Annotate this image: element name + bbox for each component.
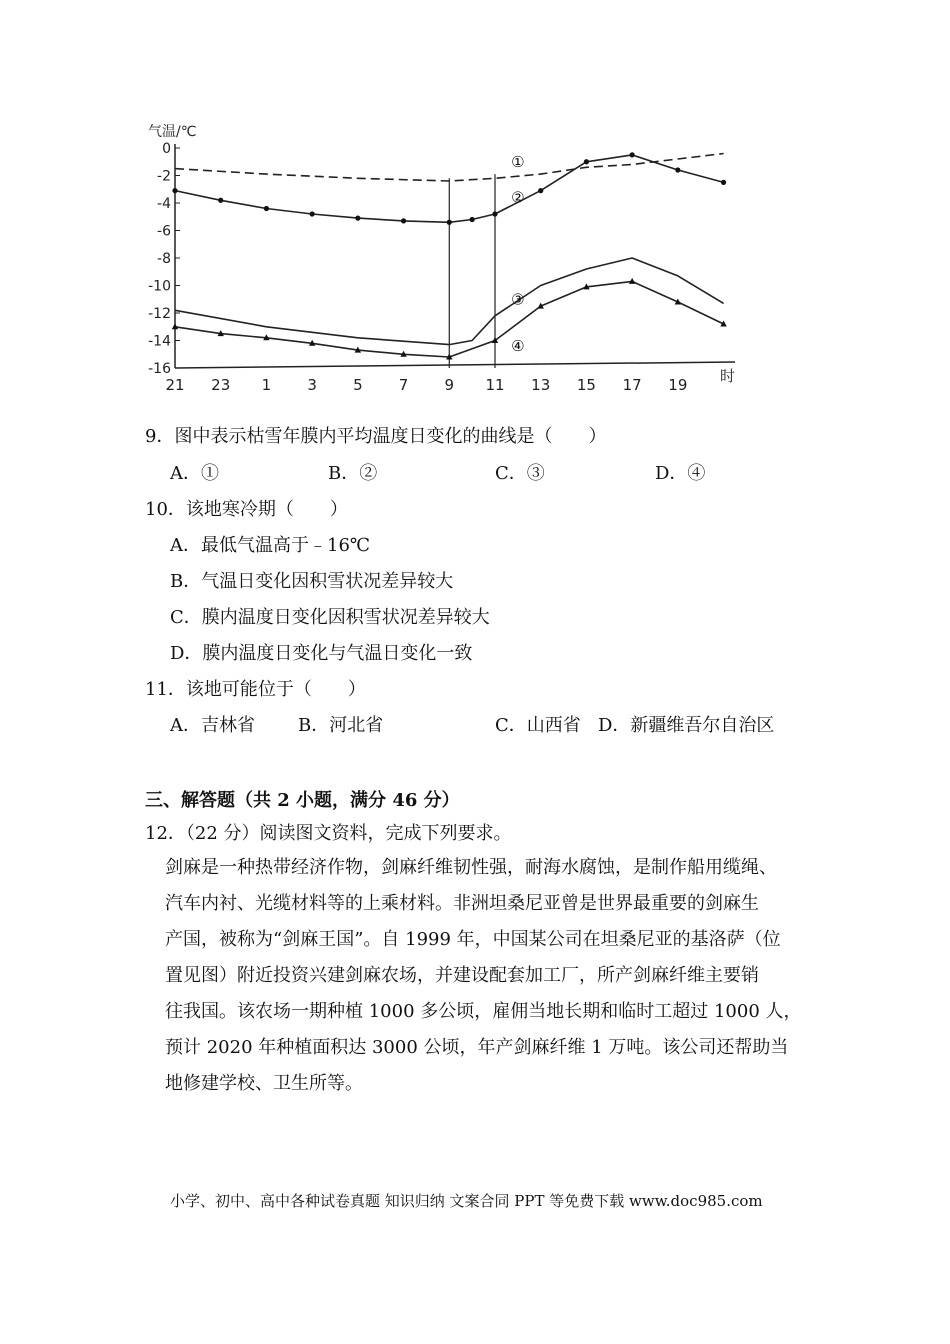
- series-2-point: [470, 217, 475, 222]
- q9-option-c[interactable]: C．③: [495, 463, 545, 484]
- question-10-stem: 10．该地寒冷期（ ）: [145, 499, 348, 520]
- q10-option-d[interactable]: D．膜内温度日变化与气温日变化一致: [170, 643, 473, 664]
- q11-option-c[interactable]: C．山西省: [495, 715, 581, 736]
- x-tick-label: 9: [444, 376, 455, 394]
- series-2-point: [218, 198, 223, 203]
- section-title: 三、解答题（共 2 小题，满分 46 分）: [145, 790, 460, 811]
- q12-paragraph: [165, 850, 825, 1102]
- q10-option-b[interactable]: B．气温日变化因积雪状况差异较大: [170, 571, 454, 592]
- y-tick-label: -2: [157, 168, 171, 185]
- series-label-1: ①: [511, 152, 525, 171]
- temperature-chart: [130, 112, 750, 397]
- y-tick-label: -10: [148, 278, 171, 295]
- paragraph-line: 置见图）附近投资兴建剑麻农场，并建设配套加工厂，所产剑麻纤维主要销: [165, 965, 759, 986]
- y-tick-label: -14: [148, 333, 171, 350]
- series-2-point: [721, 180, 726, 185]
- paragraph-line: 预计 2020 年种植面积达 3000 公顷，年产剑麻纤维 1 万吨。该公司还帮助当: [165, 1037, 789, 1058]
- y-tick-label: -8: [157, 251, 171, 267]
- series-label-4: ④: [511, 337, 525, 355]
- series-2-point: [630, 152, 635, 157]
- q11-option-a[interactable]: A．吉林省: [170, 715, 255, 736]
- series-2-point: [310, 211, 315, 216]
- x-tick-label: 17: [622, 376, 642, 394]
- series-2-point: [401, 218, 406, 223]
- y-tick-label: -6: [157, 223, 171, 240]
- paragraph-line: 地修建学校、卫生所等。: [165, 1073, 363, 1094]
- series-2-point: [355, 216, 360, 221]
- x-axis-line: [175, 362, 735, 368]
- x-tick-label: 11: [485, 376, 505, 394]
- chart-axes: [175, 144, 735, 368]
- x-axis-label: 时: [720, 367, 736, 385]
- question-12-stem: 12．（22 分）阅读图文资料，完成下列要求。: [145, 823, 512, 844]
- paragraph-line: 产国，被称为“剑麻王国”。自 1999 年，中国某公司在坦桑尼亚的基洛萨（位: [165, 929, 781, 950]
- series-2-point: [492, 211, 497, 216]
- x-tick-label: 5: [353, 376, 363, 394]
- q10-option-c[interactable]: C．膜内温度日变化因积雪状况差异较大: [170, 607, 490, 628]
- q11-option-b[interactable]: B．河北省: [298, 715, 384, 736]
- y-tick-label: 0: [162, 141, 171, 157]
- x-tick-label: 21: [165, 376, 185, 394]
- x-tick-label: 7: [398, 376, 409, 394]
- paragraph-line: 剑麻是一种热带经济作物，剑麻纤维韧性强，耐海水腐蚀，是制作船用缆绳、: [165, 857, 777, 878]
- x-tick-label: 1: [261, 376, 272, 394]
- q9-option-a[interactable]: A．①: [170, 463, 219, 484]
- y-tick-label: -12: [148, 306, 171, 322]
- x-tick-label: 15: [576, 376, 596, 394]
- series-2-point: [172, 188, 177, 193]
- series-2-point: [584, 159, 589, 164]
- y-axis-label: 气温/℃: [148, 124, 197, 140]
- series-4-point: [172, 323, 178, 329]
- question-11-stem: 11．该地可能位于（ ）: [145, 679, 366, 700]
- x-tick-label: 23: [211, 376, 231, 394]
- q10-option-a[interactable]: A．最低气温高于﹣16℃: [170, 535, 371, 556]
- paragraph-line: 往我国。该农场一期种植 1000 多公顷，雇佣当地长期和临时工超过 1000 人，: [165, 1001, 802, 1022]
- x-tick-label: 13: [531, 376, 551, 394]
- x-ticks: [165, 376, 687, 394]
- y-tick-label: -4: [157, 196, 171, 212]
- paragraph-line: 汽车内衬、光缆材料等的上乘材料。非洲坦桑尼亚曾是世界最重要的剑麻生: [165, 893, 759, 914]
- x-tick-label: 3: [307, 376, 317, 394]
- page-footer: 小学、初中、高中各种试卷真题 知识归纳 文案合同 PPT 等免费下载 www.doc985.com: [170, 1192, 763, 1210]
- q11-option-d[interactable]: D．新疆维吾尔自治区: [598, 715, 775, 736]
- series-2-point: [447, 220, 452, 225]
- series-2-point: [264, 206, 269, 211]
- series-2-point: [675, 167, 680, 172]
- q9-option-b[interactable]: B．②: [328, 463, 378, 484]
- x-tick-label: 19: [668, 376, 688, 394]
- q9-option-d[interactable]: D．④: [655, 463, 706, 484]
- series-label-2: ②: [511, 188, 525, 207]
- series-2-point: [538, 188, 543, 193]
- question-9-stem: 9．图中表示枯雪年膜内平均温度日变化的曲线是（ ）: [145, 426, 607, 447]
- y-tick-label: -16: [148, 361, 171, 377]
- series-label-3: ③: [511, 290, 525, 309]
